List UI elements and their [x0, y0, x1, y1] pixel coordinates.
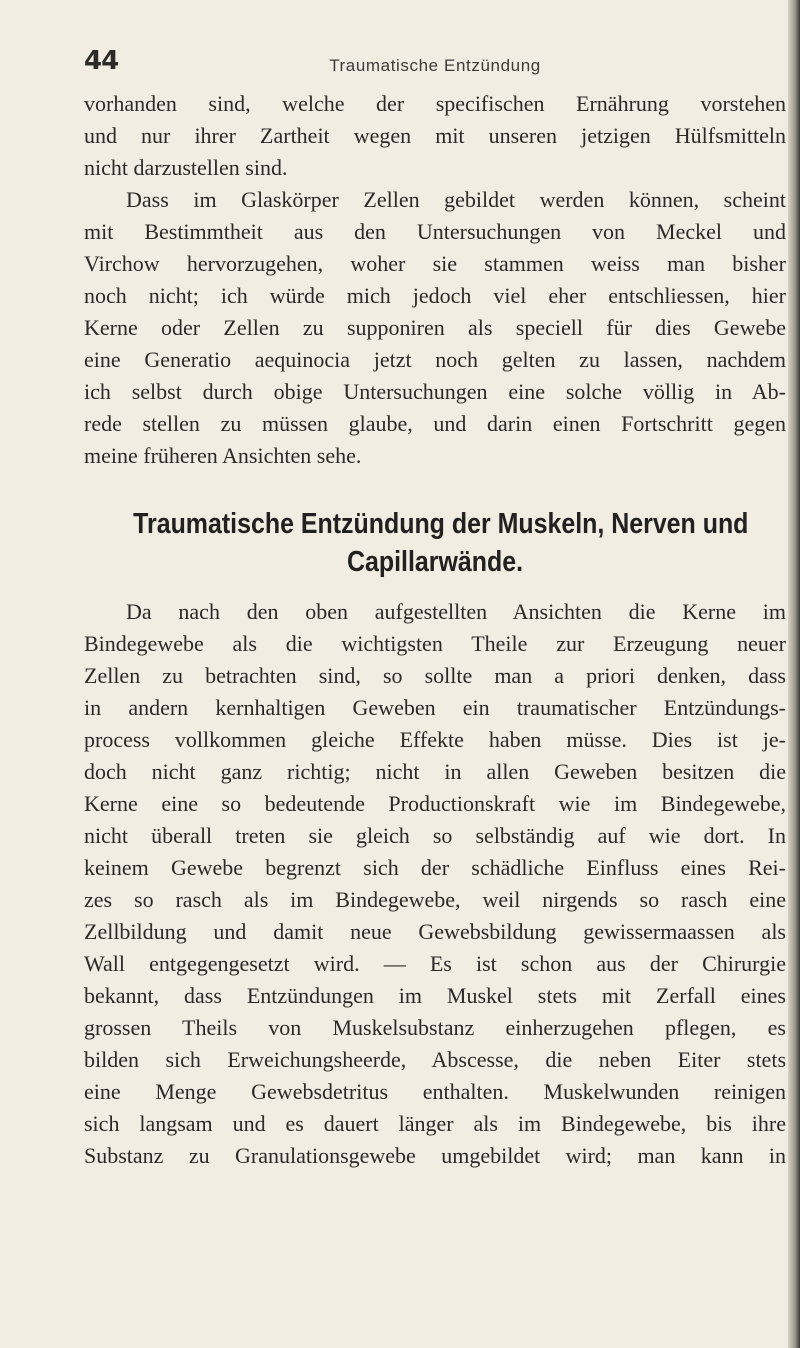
text-line: Dass im Glaskörper Zellen gebildet werden können, scheint: [126, 187, 786, 212]
running-head: Traumatische Entzündung: [329, 56, 541, 75]
paragraph-3: [84, 596, 786, 1172]
text-line: Virchow hervorzugehen, woher sie stammen weiss man bisher: [84, 251, 786, 276]
heading-line: Traumatische Entzündung der Muskeln, Nerven und: [133, 508, 749, 540]
text-line: mit Bestimmtheit aus den Untersuchungen von Meckel und: [84, 219, 786, 244]
page-number: 44: [84, 46, 119, 76]
text-line: nicht überall treten sie gleich so selbständig auf wie dort. In: [84, 823, 786, 848]
page-edge-shadow: [788, 0, 800, 1348]
text-line: Wall entgegengesetzt wird. — Es ist schon aus der Chirurgie: [84, 951, 786, 976]
text-line: process vollkommen gleiche Effekte haben müsse. Dies ist je-: [84, 727, 786, 752]
text-line: sich langsam und es dauert länger als im Bindegewebe, bis ihre: [84, 1111, 786, 1136]
text-line: bilden sich Erweichungsheerde, Abscesse, die neben Eiter stets: [84, 1047, 786, 1072]
text-line: rede stellen zu müssen glaube, und darin einen Fortschritt gegen: [84, 411, 786, 436]
text-line: vorhanden sind, welche der specifischen Ernährung vorstehen: [84, 91, 786, 116]
text-line: noch nicht; ich würde mich jedoch viel eher entschliessen, hier: [84, 283, 786, 308]
text-line: Kerne eine so bedeutende Productionskraft wie im Bindegewebe,: [84, 791, 786, 816]
text-line: keinem Gewebe begrenzt sich der schädliche Einfluss eines Rei-: [84, 855, 786, 880]
text-line: ich selbst durch obige Untersuchungen eine solche völlig in Ab-: [84, 379, 786, 404]
text-line: bekannt, dass Entzündungen im Muskel stets mit Zerfall eines: [84, 983, 786, 1008]
text-line: Substanz zu Granulationsgewebe umgebildet wird; man kann in: [84, 1143, 786, 1168]
text-line: und nur ihrer Zartheit wegen mit unseren jetzigen Hülfsmitteln: [84, 123, 786, 148]
page-header: [84, 44, 786, 82]
section-heading: [133, 505, 749, 581]
text-line: eine Generatio aequinocia jetzt noch gelten zu lassen, nachdem: [84, 347, 786, 372]
text-line: Zellbildung und damit neue Gewebsbildung gewissermaassen als: [84, 919, 786, 944]
text-line: nicht darzustellen sind.: [84, 155, 288, 180]
text-line: Kerne oder Zellen zu supponiren als speciell für dies Gewebe: [84, 315, 786, 340]
text-line: doch nicht ganz richtig; nicht in allen Geweben besitzen die: [84, 759, 786, 784]
text-line: Da nach den oben aufgestellten Ansichten die Kerne im: [126, 599, 786, 624]
text-line: Bindegewebe als die wichtigsten Theile zur Erzeugung neuer: [84, 631, 786, 656]
text-line: Zellen zu betrachten sind, so sollte man a priori denken, dass: [84, 663, 786, 688]
heading-line: Capillarwände.: [346, 546, 524, 578]
book-page: [84, 44, 786, 1172]
text-line: meine früheren Ansichten sehe.: [84, 443, 362, 468]
text-line: zes so rasch als im Bindegewebe, weil nirgends so rasch eine: [84, 887, 786, 912]
paragraph-2: [84, 184, 786, 472]
text-line: in andern kernhaltigen Geweben ein traumatischer Entzündungs-: [84, 695, 786, 720]
text-line: eine Menge Gewebsdetritus enthalten. Muskelwunden reinigen: [84, 1079, 786, 1104]
paragraph-1: [84, 88, 786, 184]
text-line: grossen Theils von Muskelsubstanz einherzugehen pflegen, es: [84, 1015, 786, 1040]
